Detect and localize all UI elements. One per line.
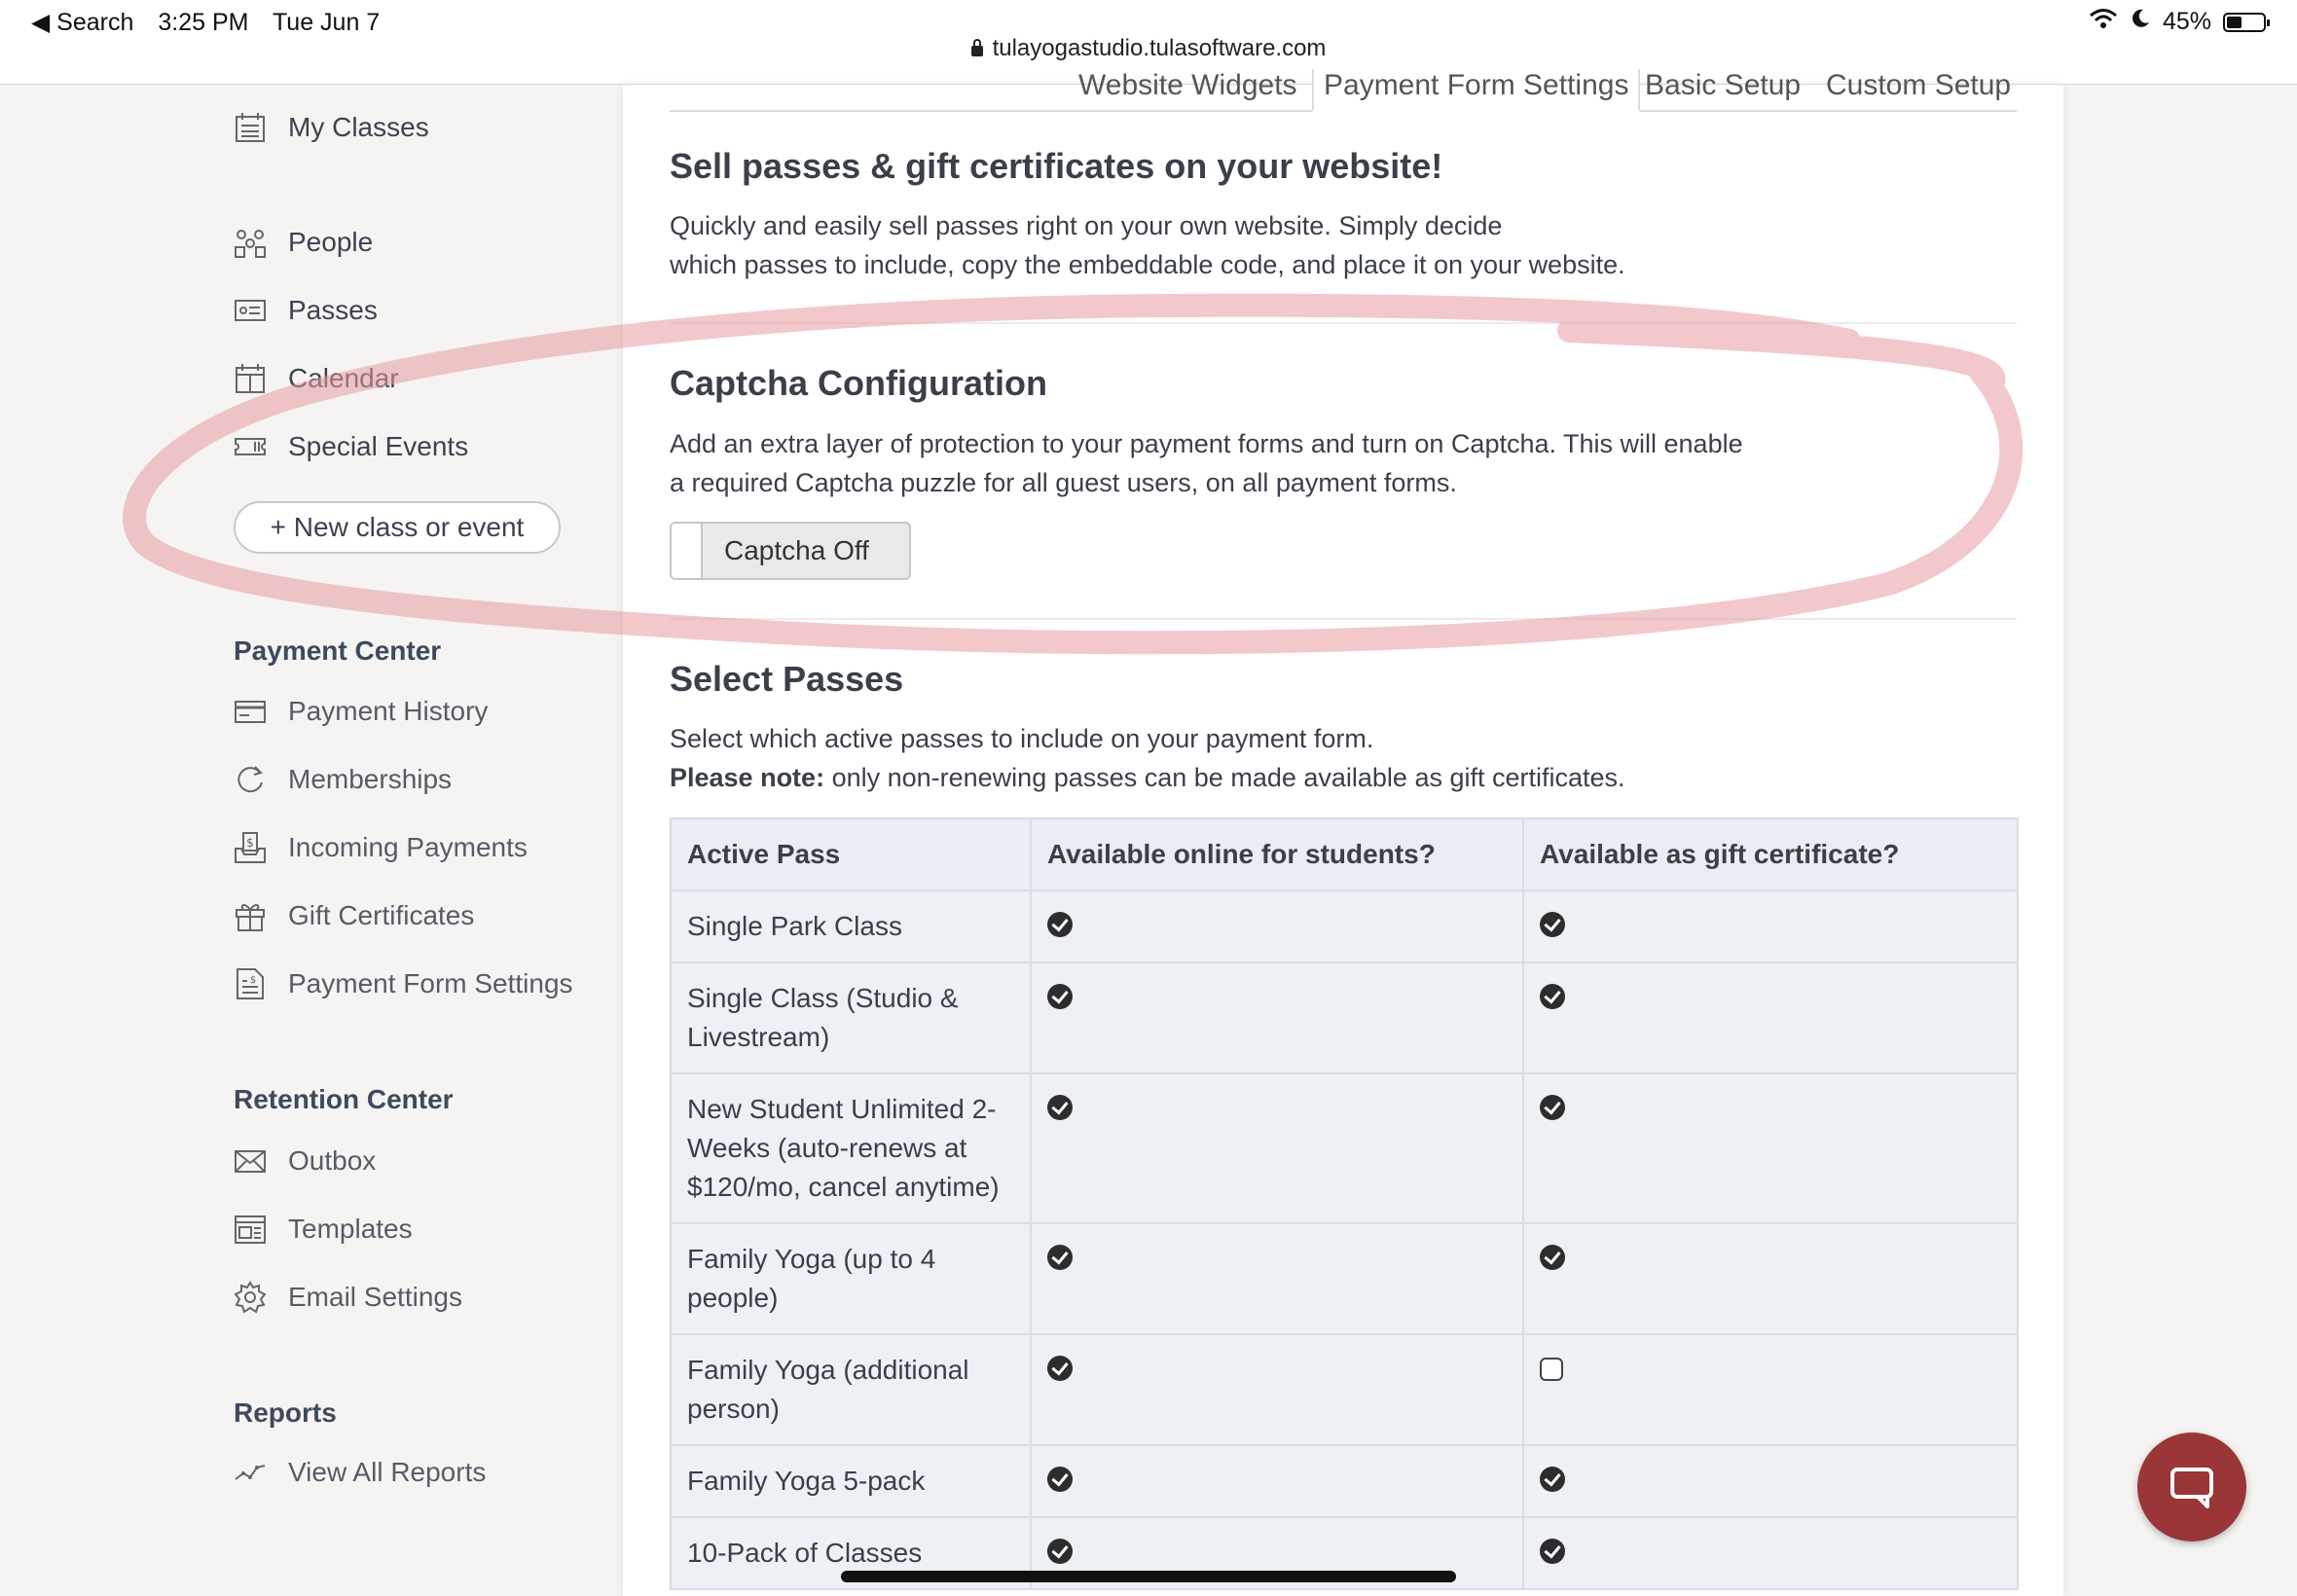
money-inbox-icon (234, 831, 267, 864)
payment-center-heading: Payment Center (234, 635, 442, 666)
gift-certificate-note (670, 758, 1625, 797)
sidebar-item-incoming-payments[interactable] (234, 831, 528, 864)
ticket-icon (234, 430, 267, 463)
back-to-search-link[interactable]: ◀ Search (31, 9, 134, 36)
home-indicator[interactable] (841, 1571, 1456, 1582)
lock-icon (971, 46, 983, 56)
online-checkbox[interactable] (1047, 984, 1073, 1009)
section-divider (670, 618, 2017, 620)
new-class-or-event-button[interactable]: + New class or event (234, 501, 561, 554)
gift-availability-cell (1523, 1073, 2018, 1223)
column-header-gift: Available as gift certificate? (1523, 818, 2018, 890)
online-availability-cell (1031, 962, 1523, 1073)
passes-table (670, 817, 2019, 1590)
sidebar-item-view-all-reports[interactable] (234, 1456, 486, 1489)
people-icon (234, 226, 267, 259)
table-row (671, 1445, 2018, 1517)
sidebar-item-label: View All Reports (288, 1457, 487, 1487)
select-passes-title: Select Passes (670, 659, 904, 699)
sidebar-item-label: People (288, 227, 374, 257)
note-text: only non-renewing passes can be made available as gift certificates. (824, 763, 1625, 792)
online-availability-cell (1031, 890, 1523, 962)
online-availability-cell (1031, 1223, 1523, 1334)
online-checkbox[interactable] (1047, 1467, 1073, 1492)
status-right (2089, 8, 2266, 36)
sidebar-item-label: Outbox (288, 1145, 377, 1176)
sidebar-item-label: My Classes (288, 112, 429, 142)
tab-website-widgets[interactable]: Website Widgets (1078, 69, 1297, 101)
svg-text:$: $ (249, 975, 257, 986)
captcha-section-title: Captcha Configuration (670, 363, 1047, 403)
select-passes-description: Select which active passes to include on your payment form. (670, 724, 1374, 753)
status-date: Tue Jun 7 (272, 9, 381, 36)
pass-name-cell: Family Yoga (additional person) (671, 1334, 1031, 1445)
online-checkbox[interactable] (1047, 1539, 1073, 1564)
sell-description-line-1: Quickly and easily sell passes right on your own website. Simply decide (670, 211, 1503, 240)
pass-name-cell: Family Yoga 5-pack (671, 1445, 1031, 1517)
chat-bubble-icon (2169, 1464, 2215, 1510)
sidebar-item-label: Incoming Payments (288, 832, 528, 862)
sidebar-item-label: Templates (288, 1214, 413, 1244)
table-row (671, 1073, 2018, 1223)
sell-section-title: Sell passes & gift certificates on your website! (670, 146, 1443, 186)
online-availability-cell (1031, 1073, 1523, 1223)
gift-icon (234, 899, 267, 932)
section-divider (670, 322, 2017, 324)
template-icon (234, 1213, 267, 1246)
reports-heading: Reports (234, 1397, 337, 1428)
tab-basic-setup[interactable]: Basic Setup (1645, 69, 1802, 101)
chat-button[interactable] (2137, 1433, 2246, 1542)
sidebar-item-label: Memberships (288, 764, 453, 794)
status-left (31, 8, 397, 37)
pass-name-cell: Single Class (Studio & Livestream) (671, 962, 1031, 1073)
gift-checkbox[interactable] (1540, 1467, 1565, 1492)
sidebar-item-my-classes[interactable] (234, 111, 429, 144)
sidebar-item-payment-history[interactable] (234, 695, 488, 728)
table-row (671, 1334, 2018, 1445)
table-row (671, 962, 2018, 1073)
online-checkbox[interactable] (1047, 1356, 1073, 1381)
pass-name-cell: Single Park Class (671, 890, 1031, 962)
svg-text:$: $ (246, 836, 254, 850)
tab-payment-form-settings[interactable]: Payment Form Settings (1312, 69, 1640, 112)
form-icon (234, 967, 267, 1000)
settings-tabs (670, 69, 2017, 112)
gift-checkbox[interactable] (1540, 1539, 1565, 1564)
sidebar-item-people[interactable] (234, 226, 373, 259)
status-time: 3:25 PM (158, 9, 249, 36)
pass-card-icon (234, 294, 267, 327)
gear-icon (234, 1281, 267, 1314)
sidebar-item-templates[interactable] (234, 1213, 413, 1246)
pass-name-cell: Family Yoga (up to 4 people) (671, 1223, 1031, 1334)
sidebar (0, 85, 613, 1596)
online-availability-cell (1031, 1334, 1523, 1445)
gift-checkbox[interactable] (1540, 1245, 1565, 1270)
online-availability-cell (1031, 1445, 1523, 1517)
sidebar-item-special-events[interactable] (234, 430, 468, 463)
column-header-online: Available online for students? (1031, 818, 1523, 890)
gift-availability-cell (1523, 1334, 2018, 1445)
column-header-active-pass: Active Pass (671, 818, 1031, 890)
sidebar-item-label: Email Settings (288, 1282, 462, 1312)
table-row (671, 890, 2018, 962)
line-chart-icon (234, 1456, 267, 1489)
renew-icon (234, 763, 267, 796)
gift-availability-cell (1523, 1445, 2018, 1517)
gift-checkbox[interactable] (1540, 1095, 1565, 1120)
sidebar-item-label: Payment History (288, 696, 489, 726)
battery-icon (2223, 13, 2266, 32)
credit-card-icon (234, 695, 267, 728)
calendar-icon (234, 362, 267, 395)
sidebar-item-outbox[interactable] (234, 1144, 376, 1178)
sidebar-item-label: Passes (288, 295, 378, 325)
captcha-toggle[interactable] (670, 522, 911, 580)
retention-center-heading: Retention Center (234, 1084, 454, 1114)
gift-availability-cell (1523, 1223, 2018, 1334)
online-checkbox[interactable] (1047, 1095, 1073, 1120)
url-bar[interactable] (0, 35, 2297, 62)
gift-checkbox[interactable] (1540, 912, 1565, 937)
wifi-icon (2089, 8, 2118, 36)
gift-checkbox[interactable] (1540, 1358, 1563, 1381)
gift-availability-cell (1523, 1517, 2018, 1589)
online-checkbox[interactable] (1047, 912, 1073, 937)
gift-availability-cell (1523, 890, 2018, 962)
moon-icon (2130, 8, 2151, 36)
sidebar-item-label: Calendar (288, 363, 399, 393)
battery-percent: 45% (2162, 8, 2211, 35)
passes-table-body (671, 890, 2018, 1589)
table-row (671, 1223, 2018, 1334)
toggle-knob (672, 524, 703, 578)
captcha-description-line-1: Add an extra layer of protection to your payment forms and turn on Captcha. This will enable (670, 429, 1743, 458)
sell-description-line-2: which passes to include, copy the embeddable code, and place it on your website. (670, 250, 1625, 279)
captcha-description-line-2: a required Captcha puzzle for all guest users, on all payment forms. (670, 468, 1457, 497)
sidebar-item-payment-form-settings[interactable] (234, 967, 573, 1000)
pass-name-cell: 10-Pack of Classes (671, 1517, 1031, 1589)
sidebar-item-calendar[interactable] (234, 362, 399, 395)
main-panel (623, 69, 2063, 1596)
captcha-toggle-label: Captcha Off (724, 535, 869, 565)
pass-name-cell: New Student Unlimited 2-Weeks (auto-renews at $120/mo, cancel anytime) (671, 1073, 1031, 1223)
calendar-list-icon (234, 111, 267, 144)
online-checkbox[interactable] (1047, 1245, 1073, 1270)
sidebar-item-memberships[interactable] (234, 763, 452, 796)
sidebar-item-label: Special Events (288, 431, 469, 461)
envelope-icon (234, 1144, 267, 1178)
gift-checkbox[interactable] (1540, 984, 1565, 1009)
sidebar-item-label: Payment Form Settings (288, 968, 573, 998)
sidebar-item-label: Gift Certificates (288, 900, 475, 930)
note-label: Please note: (670, 763, 825, 792)
sidebar-item-gift-certificates[interactable] (234, 899, 474, 932)
table-header-row (671, 818, 2018, 890)
sidebar-item-email-settings[interactable] (234, 1281, 462, 1314)
sidebar-item-passes[interactable] (234, 294, 378, 327)
tab-custom-setup[interactable]: Custom Setup (1826, 69, 2012, 101)
url-text: tulayogastudio.tulasoftware.com (992, 35, 1327, 61)
gift-availability-cell (1523, 962, 2018, 1073)
